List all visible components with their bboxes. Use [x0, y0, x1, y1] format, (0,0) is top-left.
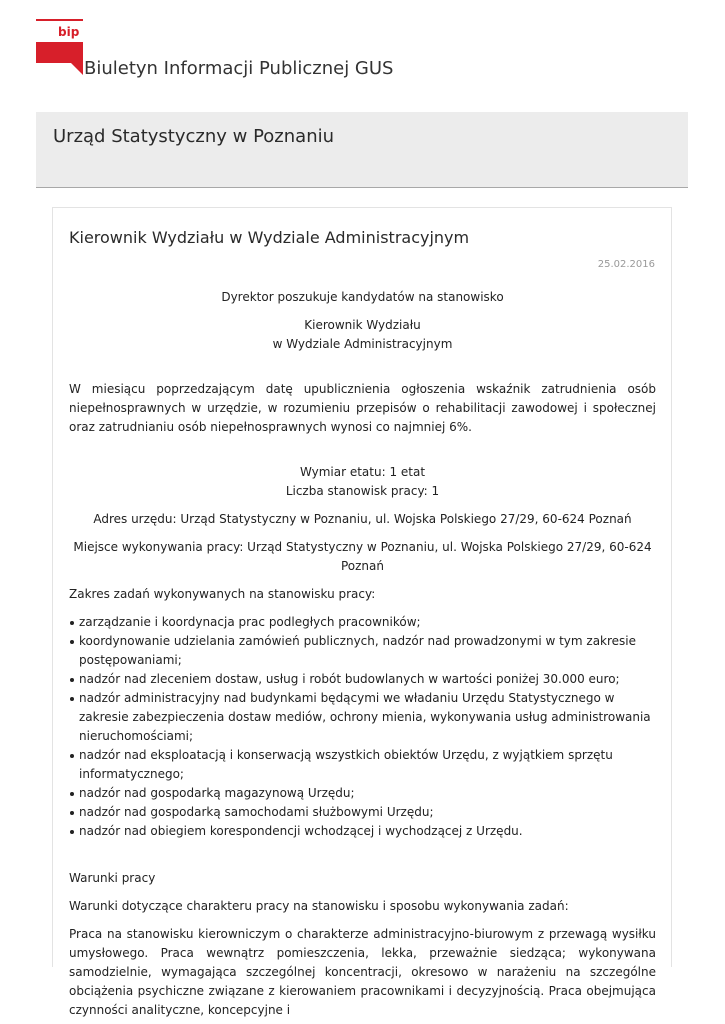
task-item: koordynowanie udzielania zamówień publicznych, nadzór nad prowadzonymi w tym zakresie postępowaniami;	[69, 632, 656, 670]
site-title[interactable]: Biuletyn Informacji Publicznej GUS	[84, 58, 394, 79]
task-item: zarządzanie i koordynacja prac podległych pracowników;	[69, 613, 656, 632]
task-item: nadzór administracyjny nad budynkami będącymi we władaniu Urzędu Statystycznego w zakresie zabezpieczenia dostaw mediów, ochrony mienia, wykonywania usług administrowania nieruchomościami;	[69, 689, 656, 746]
task-item: nadzór nad zleceniem dostaw, usług i robót budowlanych w wartości poniżej 30.000 euro;	[69, 670, 656, 689]
position-line-1: Kierownik Wydziału	[304, 318, 421, 332]
disability-note: W miesiącu poprzedzającym datę upublicznienia ogłoszenia wskaźnik zatrudnienia osób niepełnosprawnych w urzędzie, w rozumieniu przepisów o rehabilitacji zawodowej i społecznej oraz zatrudnianiu osób niepełnosprawnych wynosi co najmniej 6%.	[69, 382, 656, 434]
article-title: Kierownik Wydziału w Wydziale Administracyjnym	[69, 228, 470, 247]
conditions-subheading: Warunki dotyczące charakteru pracy na stanowisku i sposobu wykonywania zadań:	[69, 899, 569, 913]
position-name	[69, 316, 656, 354]
position-line-2: w Wydziale Administracyjnym	[272, 337, 453, 351]
tasks-heading: Zakres zadań wykonywanych na stanowisku pracy:	[69, 587, 376, 601]
conditions-heading: Warunki pracy	[69, 871, 156, 885]
conditions-text: Praca na stanowisku kierowniczym o charakterze administracyjno-biurowym z przewagą wysiłku umysłowego. Praca wewnątrz pomieszczenia, lekka, przeważnie siedząca; wykonywana samodzielnie, wymagająca szczególnej koncentracji, okresowo w narażeniu na szczególne obciążenia psychiczne związane z kierowaniem pracownikami i decyzyjnością. Praca obejmująca czynności analityczne, koncepcyjne i	[69, 927, 656, 1017]
tasks-list	[69, 613, 656, 841]
workload: Wymiar etatu: 1 etat	[299, 465, 426, 479]
article-date: 25.02.2016	[597, 259, 655, 270]
article-body	[69, 288, 656, 1020]
intro-text: Dyrektor poszukuje kandydatów na stanowisko	[221, 290, 504, 304]
article-card	[52, 207, 672, 1017]
positions-count: Liczba stanowisk pracy: 1	[285, 484, 440, 498]
task-item: nadzór nad eksploatacją i konserwacją wszystkich obiektów Urzędu, z wyjątkiem sprzętu informatycznego;	[69, 746, 656, 784]
office-title: Urząd Statystyczny w Poznaniu	[53, 126, 335, 147]
office-address: Adres urzędu: Urząd Statystyczny w Poznaniu, ul. Wojska Polskiego 27/29, 60-624 Poznań	[93, 512, 632, 526]
employment-info	[69, 463, 656, 501]
office-header	[36, 112, 688, 188]
task-item: nadzór nad obiegiem korespondencji wchodzącej i wychodzącej z Urzędu.	[69, 822, 656, 841]
task-item: nadzór nad gospodarką magazynową Urzędu;	[69, 784, 656, 803]
work-place: Miejsce wykonywania pracy: Urząd Statystyczny w Poznaniu, ul. Wojska Polskiego 27/29, 60-624 Poznań	[73, 540, 652, 573]
bip-logo-text: bip	[58, 25, 80, 39]
task-item: nadzór nad gospodarką samochodami służbowymi Urzędu;	[69, 803, 656, 822]
